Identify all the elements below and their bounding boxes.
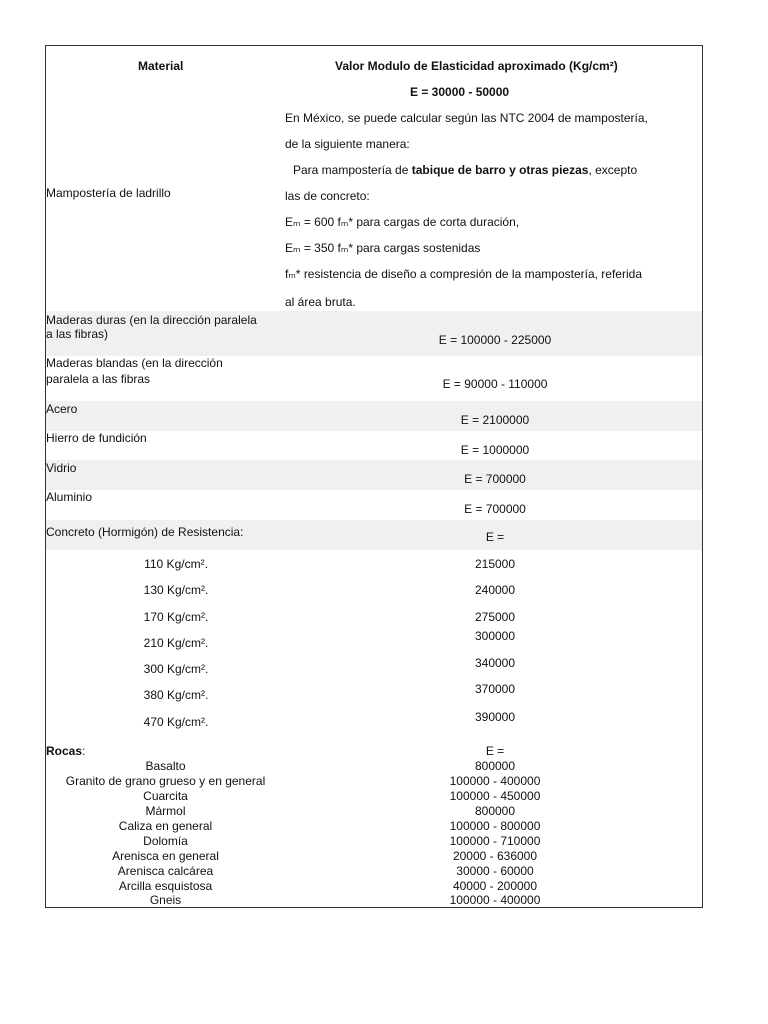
masonry-line-3 <box>285 163 637 177</box>
rock-name: Gneis <box>149 893 182 907</box>
concrete-value: 370000 <box>474 682 516 696</box>
masonry-line-5: Eₘ = 600 fₘ* para cargas de corta duración, <box>285 215 520 229</box>
concrete-strength: 380 Kg/cm². <box>143 688 209 702</box>
rock-name: Arenisca calcárea <box>117 864 214 878</box>
rock-value: 800000 <box>474 759 516 773</box>
hardwood-value: E = 100000 - 225000 <box>438 333 552 347</box>
rock-value: 800000 <box>474 804 516 818</box>
concrete-strength: 130 Kg/cm². <box>143 583 209 597</box>
masonry-material: Mampostería de ladrillo <box>46 186 171 200</box>
elasticity-table <box>45 45 703 908</box>
rocks-value-header: E = <box>485 744 505 758</box>
masonry-line-3-bold: tabique de barro y otras piezas <box>411 163 589 177</box>
masonry-line-2: de la siguiente manera: <box>285 137 410 151</box>
rocks-label-text: Rocas <box>46 744 83 758</box>
glass-value: E = 700000 <box>464 472 526 486</box>
hardwood-material-2: a las fibras) <box>46 327 109 341</box>
rock-name: Arenisca en general <box>112 849 219 863</box>
aluminum-material: Aluminio <box>46 490 93 504</box>
concrete-value: 215000 <box>474 557 516 571</box>
concrete-strength: 210 Kg/cm². <box>143 636 209 650</box>
header-material: Material <box>138 59 184 73</box>
glass-material: Vidrio <box>46 461 77 475</box>
rock-value: 100000 - 450000 <box>449 789 541 803</box>
concrete-value: 300000 <box>474 629 516 643</box>
concrete-strength: 170 Kg/cm². <box>143 610 209 624</box>
rock-value: 100000 - 400000 <box>449 893 541 907</box>
rock-value: 20000 - 636000 <box>452 849 538 863</box>
masonry-line-1: En México, se puede calcular según las NTC 2004 de mampostería, <box>285 111 648 125</box>
concrete-value: 390000 <box>474 710 516 724</box>
masonry-line-3-post: , excepto <box>588 163 638 177</box>
header-valor: Valor Modulo de Elasticidad aproximado (Kg/cm²) <box>335 59 618 73</box>
concrete-value: 340000 <box>474 656 516 670</box>
masonry-line-4: las de concreto: <box>285 189 370 203</box>
rocks-label-colon: : <box>82 744 86 758</box>
concrete-label: Concreto (Hormigón) de Resistencia: <box>46 525 244 539</box>
rock-value: 100000 - 710000 <box>449 834 541 848</box>
rock-name: Caliza en general <box>118 819 213 833</box>
steel-material: Acero <box>46 402 78 416</box>
rock-value: 40000 - 200000 <box>452 879 538 893</box>
steel-value: E = 2100000 <box>460 413 530 427</box>
rock-value: 100000 - 400000 <box>449 774 541 788</box>
rock-name: Dolomía <box>143 834 188 848</box>
masonry-line-6: Eₘ = 350 fₘ* para cargas sostenidas <box>285 241 481 255</box>
softwood-material-2: paralela a las fibras <box>46 372 151 386</box>
rocks-label <box>46 744 85 758</box>
concrete-strength: 110 Kg/cm². <box>144 557 208 571</box>
iron-material: Hierro de fundición <box>46 431 147 445</box>
concrete-value: 275000 <box>474 610 516 624</box>
iron-value: E = 1000000 <box>460 443 530 457</box>
concrete-strength: 300 Kg/cm². <box>143 662 209 676</box>
concrete-value: 240000 <box>474 583 516 597</box>
masonry-line-3-pre: Para mampostería de <box>293 163 412 177</box>
masonry-line-8: al área bruta. <box>285 295 356 309</box>
aluminum-value: E = 700000 <box>464 502 526 516</box>
rock-name: Mármol <box>145 804 186 818</box>
rock-value: 30000 - 60000 <box>456 864 534 878</box>
concrete-value-header: E = <box>485 530 505 544</box>
rock-name: Cuarcita <box>143 789 188 803</box>
masonry-value: E = 30000 - 50000 <box>410 85 510 99</box>
softwood-material-1: Maderas blandas (en la dirección <box>46 356 223 370</box>
hardwood-material-1: Maderas duras (en la dirección paralela <box>46 313 257 327</box>
softwood-value: E = 90000 - 110000 <box>442 377 548 391</box>
masonry-line-7: fₘ* resistencia de diseño a compresión de la mampostería, referida <box>285 267 642 281</box>
rock-name: Granito de grano grueso y en general <box>65 774 266 788</box>
rock-name: Basalto <box>145 759 186 773</box>
rock-name: Arcilla esquistosa <box>118 879 213 893</box>
rock-value: 100000 - 800000 <box>449 819 541 833</box>
concrete-strength: 470 Kg/cm². <box>143 715 209 729</box>
